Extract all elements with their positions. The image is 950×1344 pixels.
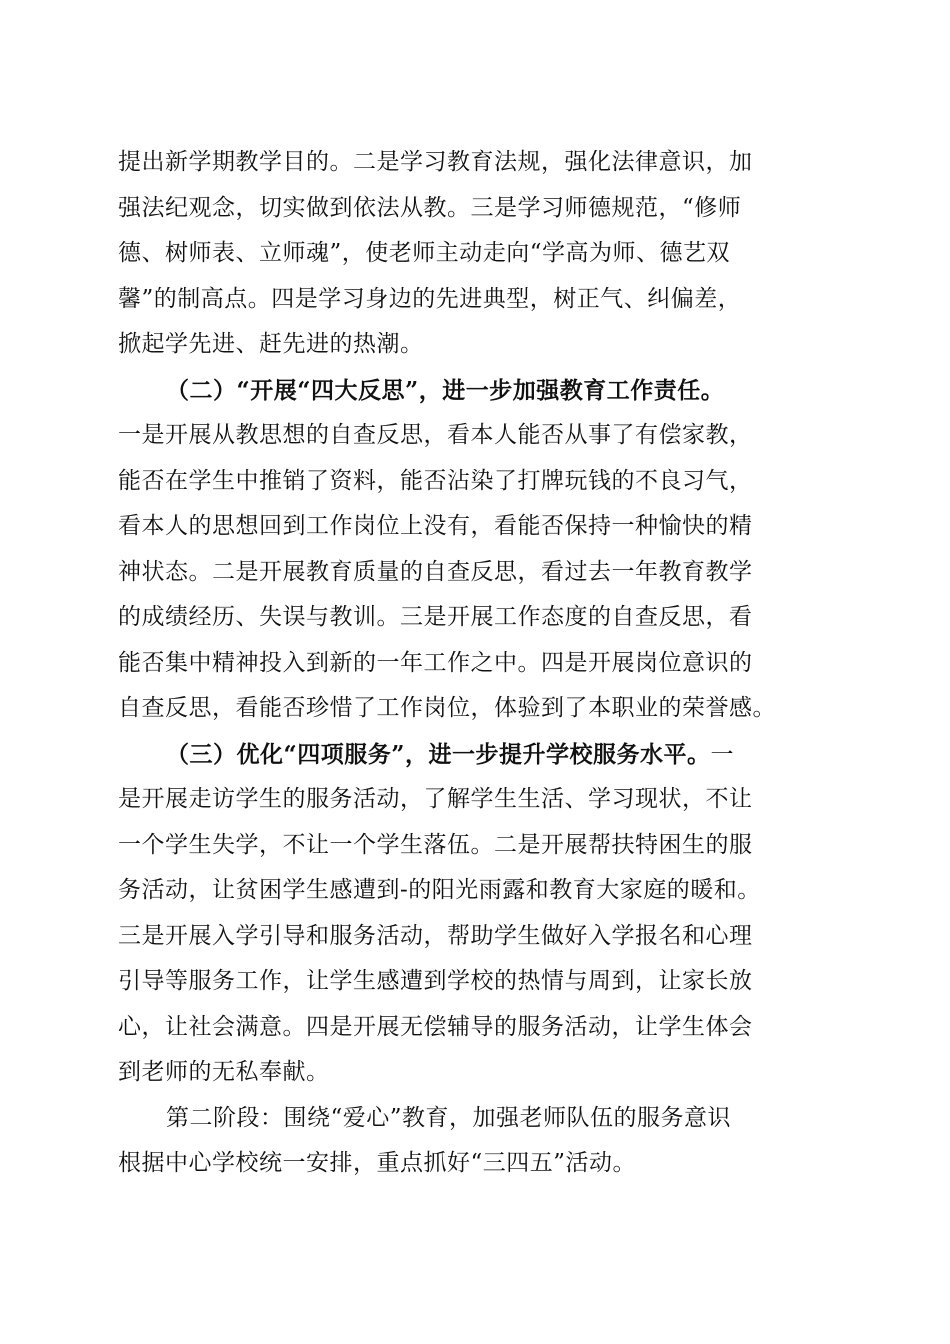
text-line: 馨”的制高点。四是学习身边的先进典型，树正气、纠偏差， bbox=[118, 285, 742, 312]
text-line: 强法纪观念，切实做到依法从教。三是学习师德规范，“修师 bbox=[118, 194, 742, 221]
text-line: 引导等服务工作，让学生感遭到学校的热情与周到，让家长放 bbox=[118, 968, 753, 994]
text-line: 德、树师表、立师魂”，使老师主动走向“学高为师、德艺双 bbox=[118, 240, 731, 266]
text-line: 提出新学期教学目的。二是学习教育法规，强化法律意识，加 bbox=[118, 149, 753, 175]
text-line: 心，让社会满意。四是开展无偿辅导的服务活动，让学生体会 bbox=[118, 1013, 753, 1040]
section-heading: （三）优化“四项服务”，进一步提升学校服务水平。 bbox=[166, 740, 711, 768]
text-line: 到老师的无私奉献。 bbox=[118, 1059, 330, 1085]
text-line: 看本人的思想回到工作岗位上没有，看能否保持一种愉快的精 bbox=[118, 513, 753, 539]
section-heading: （二）“开展“四大反思”，进一步加强教育工作责任。 bbox=[166, 376, 725, 404]
text-line: 掀起学先进、赶先进的热潮。 bbox=[118, 331, 424, 357]
text-line: 的成绩经历、失误与教训。三是开展工作态度的自查反思，看 bbox=[118, 604, 753, 630]
text-line: 能否在学生中推销了资料，能否沾染了打牌玩钱的不良习气， bbox=[118, 467, 753, 494]
document-body bbox=[118, 140, 830, 1187]
paragraph-service-section bbox=[118, 732, 830, 1096]
paragraph-second-stage bbox=[118, 1096, 830, 1187]
text-line: 一是开展从教思想的自查反思，看本人能否从事了有偿家教， bbox=[118, 422, 753, 448]
text-line: 三是开展入学引导和服务活动，帮助学生做好入学报名和心理 bbox=[118, 922, 753, 949]
text-line: 第二阶段：围绕“爱心”教育，加强老师队伍的服务意识 bbox=[166, 1104, 732, 1131]
text-line: 一个学生失学，不让一个学生落伍。二是开展帮扶特困生的服 bbox=[118, 831, 753, 858]
text-line: 是开展走访学生的服务活动，了解学生生活、学习现状，不让 bbox=[118, 786, 753, 812]
text-line: 神状态。二是开展教育质量的自查反思，看过去一年教育教学 bbox=[118, 558, 753, 585]
text-line: 根据中心学校统一安排，重点抓好“三四五”活动。 bbox=[118, 1150, 637, 1176]
text-line: 务活动，让贫困学生感遭到-的阳光雨露和教育大家庭的暖和。 bbox=[118, 877, 761, 903]
text-line: 能否集中精神投入到新的一年工作之中。四是开展岗位意识的 bbox=[118, 649, 753, 676]
paragraph-reflection-section bbox=[118, 368, 830, 732]
text-line: 自查反思，看能否珍惜了工作岗位，体验到了本职业的荣誉感。 bbox=[118, 695, 776, 721]
section-heading-tail: 一 bbox=[710, 741, 734, 768]
section-heading-line bbox=[118, 732, 830, 778]
paragraph-study-section bbox=[118, 140, 830, 368]
